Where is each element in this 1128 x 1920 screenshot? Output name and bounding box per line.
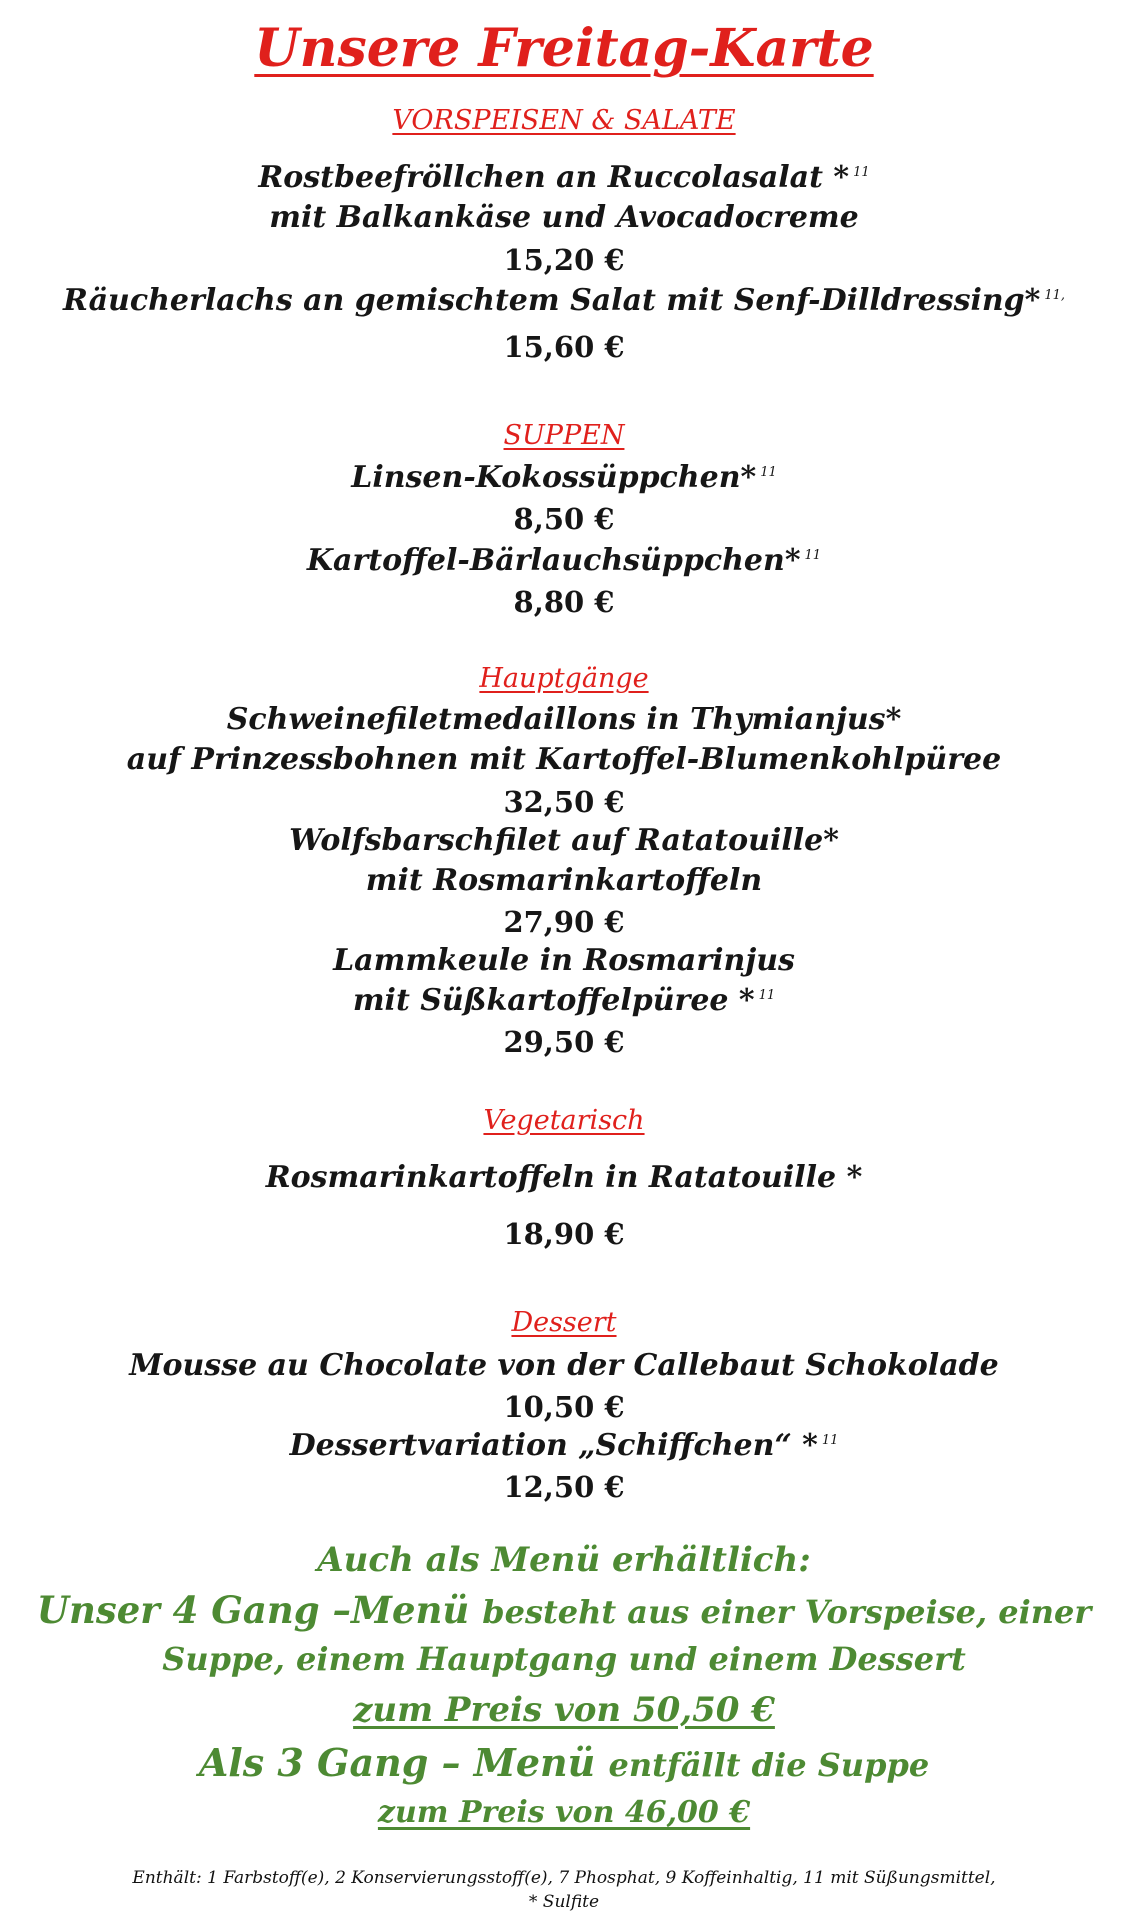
section-heading-suppen: SUPPEN [503, 420, 625, 451]
menu-item-price: 18,90 € [503, 1217, 625, 1251]
menu-item-description: mit Rosmarinkartoffeln [365, 863, 763, 898]
menu-item-name: Kartoffel-Bärlauchsüppchen* $^{11}$ [306, 543, 822, 578]
menu-item-name: Mousse au Chocolate von der Callebaut Schokolade [129, 1348, 999, 1383]
menu-item-name: Rostbeefröllchen an Ruccolasalat * $^{11}$ [258, 160, 870, 195]
allergen-note: 11 [821, 1433, 839, 1448]
menu-offer-price-3-gang: zum Preis von 46,00 € [377, 1795, 751, 1830]
allergen-footnote-sulfite: * Sulfite [528, 1892, 600, 1912]
menu-item-name: Lammkeule in Rosmarinjus [333, 943, 795, 978]
menu-item-price: 27,90 € [503, 905, 625, 939]
menu-item-name: Rosmarinkartoffeln in Ratatouille * [265, 1160, 863, 1195]
menu-item-name: Räucherlachs an gemischtem Salat mit Senf-Dilldressing* $^{11,}$ [62, 283, 1066, 318]
menu-item-price: 15,20 € [503, 243, 625, 277]
section-heading-vegetarisch: Vegetarisch [483, 1105, 645, 1136]
menu-item-name: Schweinefiletmedaillons in Thymianjus* [226, 702, 902, 737]
menu-offer-description: Suppe, einem Hauptgang und einem Dessert [162, 1640, 966, 1678]
menu-offer-3-gang: Als 3 Gang – Menü entfällt die Suppe [198, 1740, 930, 1785]
allergen-note: 11 [853, 165, 870, 180]
menu-item-price: 8,50 € [513, 502, 615, 536]
allergen-note: 11 [758, 988, 776, 1003]
allergen-note: 11 [760, 465, 777, 480]
allergen-footnote: Enthält: 1 Farbstoff(e), 2 Konservierungsstoff(e), 7 Phosphat, 9 Koffeinhaltig, 11 mit Süßungsmittel, [132, 1868, 996, 1888]
menu-item-name: Wolfsbarschfilet auf Ratatouille* [289, 823, 839, 858]
allergen-note: 11, [1044, 288, 1066, 303]
menu-offer-4-gang: Unser 4 Gang –Menü besteht aus einer Vorspeise, einer [36, 1588, 1092, 1632]
menu-item-price: 29,50 € [503, 1025, 625, 1059]
menu-item-name: Linsen-Kokossüppchen* $^{11}$ [351, 460, 777, 495]
menu-item-price: 32,50 € [503, 785, 625, 819]
menu-item-price: 15,60 € [503, 330, 625, 364]
menu-item-price: 12,50 € [503, 1470, 625, 1504]
menu-item-description: mit Balkankäse und Avocadocreme [269, 200, 859, 235]
section-heading-vorspeisen: VORSPEISEN & SALATE [392, 105, 736, 136]
section-heading-dessert: Dessert [511, 1307, 617, 1338]
menu-item-description: mit Süßkartoffelpüree * $^{11}$ [352, 983, 776, 1018]
menu-item-price: 8,80 € [513, 585, 615, 619]
menu-item-description: auf Prinzessbohnen mit Kartoffel-Blumenkohlpüree [126, 742, 1002, 777]
allergen-note: 11 [804, 548, 822, 563]
page-title: Unsere Freitag-Karte [254, 18, 874, 79]
menu-item-price: 10,50 € [503, 1390, 625, 1424]
section-heading-hauptgaenge: Hauptgänge [479, 663, 649, 694]
menu-offer-price-4-gang: zum Preis von 50,50 € [353, 1690, 775, 1730]
menu-item-name: Dessertvariation „Schiffchen“ * $^{11}$ [289, 1428, 839, 1463]
menu-offer-heading: Auch als Menü erhältlich: [317, 1540, 811, 1580]
